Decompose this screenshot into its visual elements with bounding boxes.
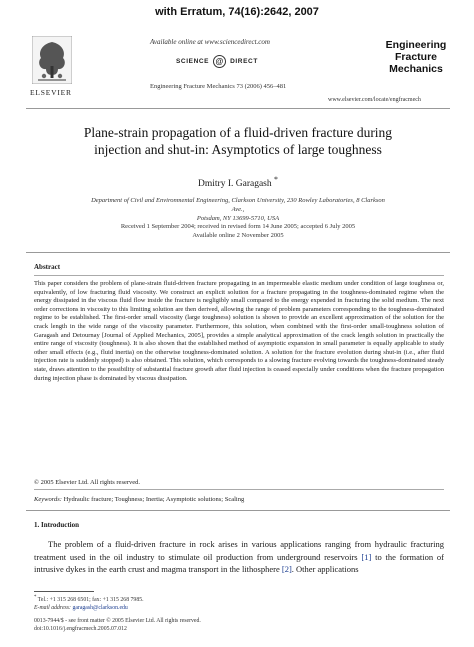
footnote-mark: * — [34, 595, 37, 600]
keywords-label: Keywords: — [34, 496, 62, 503]
abstract-body: This paper considers the problem of plane-strain fluid-driven fracture propagating in an impermeable elastic medium under condition of large toughness or, equivalently, of low fracturing fluid viscosity. We construct an explicit solution for a fracture propagating in the toughness-dominated regime when the energy dissipated in the viscous fluid flow inside the fracture is negligibly small compared to the energy expended in fracturing the solid medium. The next order corrections in viscosity to this limiting solution are then derived, allowing the range of problem parameters corresponding to the toughness-dominated regime to be established. The first-order small viscosity (large toughness) solution is shown to provide an excellent approximation of the solution for the crack length in the wide range of the viscosity parameter. Furthermore, this solution, when combined with the first-order small-toughness solution of Garagash and Detournay [Journal of Applied Mechanics, 2005], provides a simple analytical approximation of the crack length solution in practically the entire range of viscosity (toughness). It is also shown that the established method of asymptotic expansion in small parameter is equally applicable to study other small effects (e.g., fluid inertia) on the otherwise toughness-dominated solution. A solution for the fracture evolution during shut-in (i.e., after fluid injection rate is suddenly stopped) is also obtained. This solution, which corresponds to a slowing fracture evolving towards the toughness-dominated steady state, draws attention to the possibility of substantial fracture growth after fluid injection is ceased especially under conditions when the fracture propagation during injection phase is dominated by viscous dissipation. — [34, 280, 444, 382]
sciencedirect-mark-icon: @ — [213, 55, 226, 68]
erratum-note: with Erratum, 74(16):2642, 2007 — [155, 6, 319, 18]
doi-link[interactable]: doi:10.1016/j.engfracmech.2005.07.012 — [34, 625, 127, 632]
article-dates — [26, 222, 450, 240]
abstract-heading: Abstract — [34, 263, 61, 271]
citation-link-2[interactable]: [2] — [281, 564, 292, 574]
title-line: Plane-strain propagation of a fluid-driven fracture during — [83, 125, 393, 140]
keywords-text: Hydraulic fracture; Toughness; Inertia; Asymptotic solutions; Scaling — [63, 496, 245, 503]
elsevier-tree-icon — [32, 36, 72, 84]
affiliation-line: Department of Civil and Environmental Engineering, Clarkson University, 230 Rowley Laboratories, 8 Clarkson Ave., — [91, 197, 385, 213]
journal-name — [366, 39, 466, 75]
footnote-divider — [34, 591, 94, 592]
publisher-name: ELSEVIER — [30, 88, 72, 97]
journal-name-line: Fracture — [394, 51, 437, 63]
journal-name-line: Engineering — [385, 39, 447, 51]
header-divider — [26, 108, 450, 109]
issn-line: 0013-7944/$ - see front matter © 2005 Elsevier Ltd. All rights reserved. — [34, 618, 201, 624]
abstract-divider — [34, 275, 444, 276]
affiliation-line: Potsdam, NY 13699-5710, USA — [196, 215, 280, 222]
intro-text-3: . Other applications — [291, 564, 359, 574]
author-footnote-mark[interactable]: * — [274, 175, 278, 184]
journal-url-link[interactable]: www.elsevier.com/locate/engfracmech — [328, 97, 421, 103]
sciencedirect-left: SCIENCE — [176, 58, 210, 65]
intro-text-1: The problem of a fluid-driven fracture in rock arises in various applications ranging from hydraulic fracturing treatment used in the oil industry to stimulate oil production from underground reservoirs — [34, 539, 444, 562]
author-footnote — [34, 594, 144, 612]
title-line: injection and shut-in: Asymptotics of large toughness — [94, 142, 382, 157]
dates-line: Available online 2 November 2005 — [192, 232, 284, 239]
journal-name-line: Mechanics — [389, 63, 443, 75]
sciencedirect-logo — [176, 55, 258, 68]
citation-link-1[interactable]: [1] — [361, 551, 372, 562]
keywords — [34, 496, 244, 503]
footnote-email-link[interactable]: garagash@clarkson.edu — [72, 604, 128, 611]
introduction-paragraph — [34, 538, 444, 576]
dates-line: Received 1 September 2004; received in revised form 14 June 2005; accepted 6 July 2005 — [120, 223, 356, 230]
section-heading-introduction: 1. Introduction — [34, 521, 79, 529]
journal-reference: Engineering Fracture Mechanics 73 (2006) 456–481 — [150, 83, 287, 90]
abstract-bottom-divider — [34, 489, 444, 490]
author-text: Dmitry I. Garagash — [198, 179, 272, 190]
footnote-tel: Tel.: +1 315 268 6501; fax: +1 315 268 7985. — [37, 596, 144, 603]
footnote-email-line — [34, 604, 144, 612]
article-title — [26, 124, 450, 158]
title-divider — [26, 252, 450, 253]
author-name — [26, 175, 450, 189]
keywords-divider — [26, 510, 450, 511]
sciencedirect-right: DIRECT — [230, 58, 258, 65]
footnote-email-label: E-mail address: — [34, 604, 71, 611]
abstract-copyright: © 2005 Elsevier Ltd. All rights reserved. — [34, 479, 141, 486]
available-online-text: Available online at www.sciencedirect.com — [150, 38, 270, 46]
author-affiliation — [90, 196, 386, 223]
journal-header — [0, 24, 474, 106]
bottom-matter — [34, 618, 201, 634]
intro-text-2: to the formation of intrusive dykes in the earth crust and magma transport in the lithosphere — [34, 551, 444, 574]
footnote-tel-line — [34, 594, 144, 604]
